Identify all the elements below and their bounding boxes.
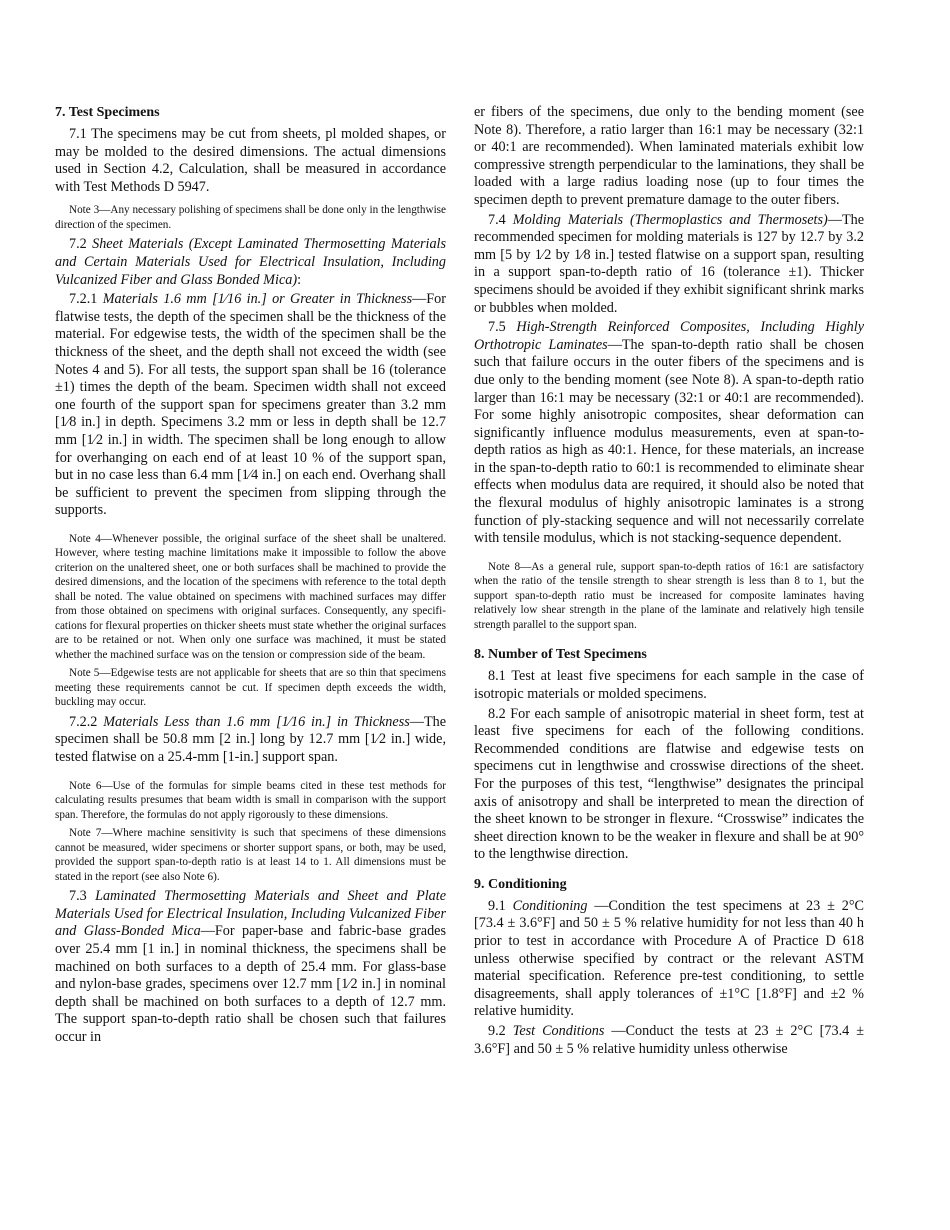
para-7-2-2: 7.2.2 Materials Less than 1.6 mm [1⁄16 in.] in Thickness—The specimen shall be 50.8 mm [2 in.] long by 12.7 mm [1⁄2 in.] wide, tested flatwise on a 25.4-mm [1-in.] support span. [55,713,446,766]
note-8: Note 8—As a general rule, support span-to-depth ratios of 16:1 are satisfactory when the ratio of the tensile strength to shear strength is less than 8 to 1, but the support span-to-depth ratio must be increased for composite laminates having relatively low shear strength in the plane of the laminate and relatively high tensile strength parallel to the support span. [474,560,864,631]
para-8-1: 8.1 Test at least five specimens for each sample in the case of isotropic materials or molded specimens. [474,668,864,702]
para-8-2: 8.2 For each sample of anisotropic material in sheet form, test at least five specimens for each of the following conditions. Recommended conditions are flatwise and edgewise tests on specimens cut in lengthwise and crosswise directions of the sheet. For the purposes of this test, “lengthwise” designates the principal axis of anisotropy and shall be interpreted to mean the direction of the sheet known to be stronger in flexure. “Crosswise” indicates the sheet direction known to be the weaker in flexure and shall be at 90° to the lengthwise direction. [474,705,864,863]
note-4: Note 4—Whenever possible, the original surface of the sheet shall be unaltered. However, where testing machine limitations make it impossible to follow the above criterion on the unaltered sheet, one or both surfaces shall be machined to provide the desired dimensions, and the location of the specimens with reference to the total depth shall be noted. The value obtained on specimens with machined surfaces may differ from those obtained on specimens with original surfaces. Consequently, any specifications for flexural properties on thicker sheets must state whether the original surfaces are to be retained or not. When only one surface was machined, it must be stated whether the machined surface was on the tension or compression side of the beam. [55,532,446,661]
section-7-heading: 7. Test Specimens [55,105,160,120]
para-7-3: 7.3 Laminated Thermosetting Materials and Sheet and Plate Materials Used for Electrical Insulation, Including Vulcanized Fiber and Glass-Bonded Mica—For paper-base and fabric-base grades over 25.4 mm [1 in.] in nominal thickness, the specimens shall be machined on both surfaces to a depth of 25.4 mm. For glass-base and nylon-base grades, specimens over 12.7 mm [1⁄2 in.] in nominal depth shall be machined on both surfaces to a depth of 12.7 mm. The support span-to-depth ratio shall be chosen such that failures occur in [55,888,447,1045]
note-6: Note 6—Use of the formulas for simple beams cited in these test methods for calculating results presumes that beam width is small in comparison with the support span. Therefore, the formulas do not apply rigorously to these dimensions. [55,779,446,821]
para-7-2-1: 7.2.1 Materials 1.6 mm [1⁄16 in.] or Greater in Thickness—For flatwise tests, the depth of the specimen shall be the thickness of the material. For edgewise tests, the width of the specimen shall be the thickness of the sheet, and the depth shall not exceed the width (see Notes 4 and 5). For all tests, the support span shall be 16 (tolerance ±1) times the depth of the beam. Specimen width shall not exceed one fourth of the support span for specimens greater than 3.2 mm [1⁄8 in.] in depth. Specimens 3.2 mm or less in depth shall be 12.7 mm [1⁄2 in.] in width. The specimen shall be long enough to allow for overhanging on each end of at least 10 % of the support span, but in no case less than 6.4 mm [1⁄4 in.] on each end. Overhang shall be sufficient to prevent the specimen from slipping through the supports. [55,291,446,519]
right-column [474,104,864,1060]
note-3: Note 3—Any necessary polishing of specimens shall be done only in the lengthwise direction of the specimen. [55,204,446,231]
note-7: Note 7—Where machine sensitivity is such that specimens of these dimensions cannot be measured, wider specimens or shorter support spans, or both, may be used, provided the support span-to-depth ratio is at least 14 to 1. All dimensions must be stated in the report (see also Note 6). [55,827,446,883]
section-8-heading: 8. Number of Test Specimens [474,647,647,663]
left-column [55,104,446,1049]
para-7-2: 7.2 Sheet Materials (Except Laminated Thermosetting Materials and Certain Materials Used for Electrical Insulation, Including Vulcanized Fiber and Glass Bonded Mica): [55,236,447,288]
para-7-3-continued: er fibers of the specimens, due only to the bending moment (see Note 8). Therefore, a ratio larger than 16:1 may be necessary (32:1 or 40:1 are recommended). When laminated materials exhibit low compressive strength perpendicular to the laminations, they shall be loaded with a large radius loading nose (up to four times the specimen depth to prevent premature damage to the outer fibers. [474,104,864,208]
note-5: Note 5—Edgewise tests are not applicable for sheets that are so thin that specimens meeting these requirements cannot be cut. If specimen depth exceeds the width, buckling may occur. [55,667,446,709]
para-7-1: 7.1 The specimens may be cut from sheets, pl molded shapes, or may be molded to the desired dimensions. The actual dimensions used in Section 4.2, Calculation, shall be measured in accordance with Test Methods D 5947. [55,126,446,195]
para-9-2: 9.2 Test Conditions —Conduct the tests at 23 ± 2°C [73.4 ± 3.6°F] and 50 ± 5 % relative humidity unless otherwise [474,1023,865,1057]
section-9-heading: 9. Conditioning [474,876,567,892]
para-7-4: 7.4 Molding Materials (Thermoplastics and Thermosets)—The recommended specimen for molding materials is 127 by 12.7 by 3.2 mm [5 by 1⁄2 by 1⁄8 in.] tested flatwise on a support span, resulting in a support span-to-depth ratio of 16 (tolerance ±1). Thicker specimens should be avoided if they exhibit significant shrink marks or bubbles when molded. [474,211,864,316]
para-9-1: 9.1 Conditioning —Condition the test specimens at 23 ± 2°C [73.4 ± 3.6°F] and 50 ± 5 % relative humidity for not less than 40 h prior to test in accordance with Procedure A of Practice D 618 unless otherwise specified by contract or the relevant ASTM material specification. Reference pre-test conditioning, to settle disagreements, shall apply tolerances of ±1°C [1.8°F] and ±2 % relative humidity. [474,897,864,1020]
para-7-5: 7.5 High-Strength Reinforced Composites, Including Highly Orthotropic Laminates—The span-to-depth ratio shall be chosen such that failure occurs in the outer fibers of the specimens and is due only to the bending moment (see Note 8). A span-to-depth ratio larger than 16:1 may be necessary (32:1 or 40:1 are recommended). For some highly anisotropic composites, shear deformation can significantly influence modulus measurements, even at span-to-depth ratios as high as 40:1. Hence, for these materials, an increase in the span-to-depth ratio to 60:1 is recommended to eliminate shear effects when modulus data are required, it should also be noted that the flexural modulus of highly anisotropic laminates is a strong function of ply-stacking sequence and will not necessarily correlate with tensile modulus, which is not stacking-sequence dependent. [474,319,865,547]
